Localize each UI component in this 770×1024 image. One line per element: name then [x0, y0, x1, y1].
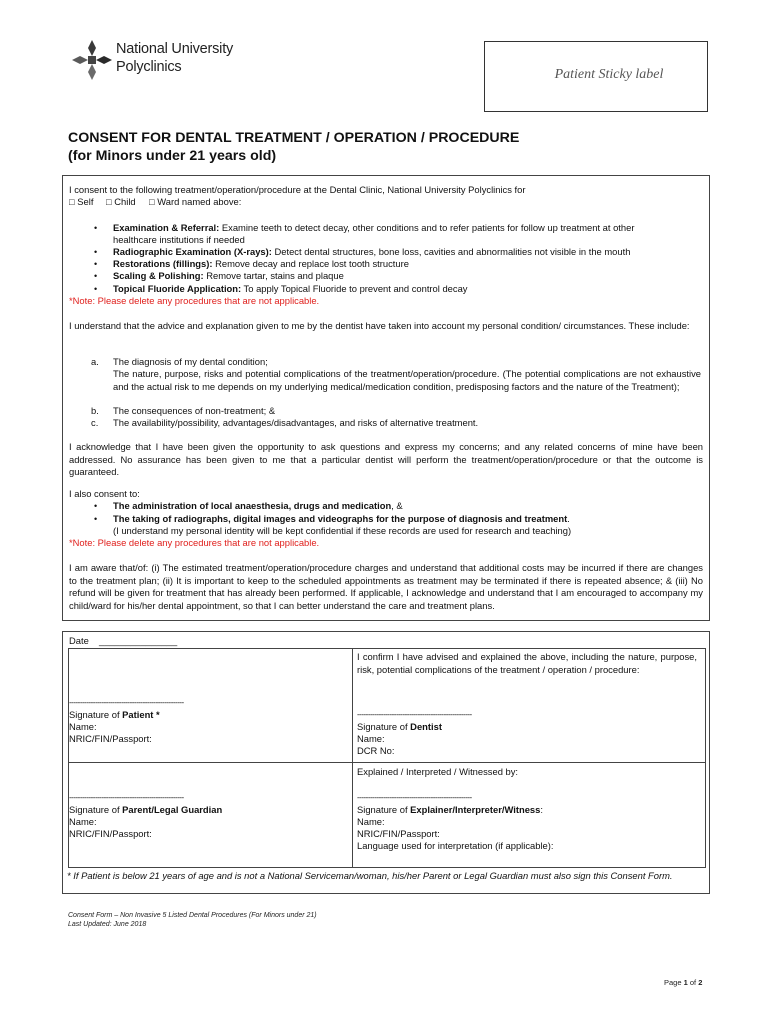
procedure-desc: Examine teeth to detect decay, other conditions and to refer patients for follow up treatment at other: [219, 222, 635, 233]
aware-paragraph: I am aware that/of: (i) The estimated treatment/operation/procedure charges and understand that additional costs may be incurred if there are changes to the treatment plan; (ii) It is important to keep to the scheduled appointments as treatment may be terminated if there is repeated absence; & (iii) No refund will be given for treatment that has already been performed. If applicable, I acknowledge and understand that I am encouraged to accompany my child/ward for his/her dental appointment, so that I can better understand the care and treatment plans.: [69, 562, 703, 611]
procedure-name: Topical Fluoride Application:: [113, 283, 242, 294]
bullet: •: [94, 247, 98, 257]
dentist-signature-label: [357, 721, 442, 734]
guardian-signature-line[interactable]: -----------------------------------------------------: [69, 793, 184, 802]
procedure-name: Radiographic Examination (X-rays):: [113, 246, 272, 257]
dentist-signature-line[interactable]: -----------------------------------------------------: [357, 710, 472, 719]
note-delete-procedures-2: *Note: Please delete any procedures that are not applicable.: [69, 537, 320, 548]
bullet: •: [94, 223, 98, 233]
sig-prefix: Signature of: [357, 804, 411, 815]
dentist-dcr-label: DCR No:: [357, 745, 395, 756]
sig-role: Patient *: [122, 709, 160, 720]
language-label: Language used for interpretation (if applicable):: [357, 840, 554, 851]
also-consent-item-1: [113, 500, 703, 513]
procedure-name: Scaling & Polishing:: [113, 270, 204, 281]
guardian-nric-label: NRIC/FIN/Passport:: [69, 828, 152, 839]
item-a-line1: The diagnosis of my dental condition;: [113, 356, 268, 367]
sig-role: Parent/Legal Guardian: [122, 804, 223, 815]
explainer-signature-cell: [352, 762, 706, 868]
consent-intro: I consent to the following treatment/operation/procedure at the Dental Clinic, National University Polyclinics for: [69, 184, 526, 195]
form-title-line1: CONSENT FOR DENTAL TREATMENT / OPERATION / PROCEDURE: [68, 130, 520, 146]
item-letter-b: b.: [91, 405, 99, 416]
dentist-confirm-text: I confirm I have advised and explained the above, including the nature, purpose, risk, potential complications of the treatment / operation / procedure:: [357, 651, 697, 675]
also-consent-heading: I also consent to:: [69, 488, 140, 499]
patient-nric-label: NRIC/FIN/Passport:: [69, 733, 152, 744]
item-letter-c: c.: [91, 417, 99, 428]
item-a-line2: The nature, purpose, risks and potential complications of the treatment/operation/procedure. (The potential complications are not exhaustive and the actual risk to me depends on my underlying medical/medication condition, predisposing factors and the nature of the Treatment);: [113, 368, 701, 392]
guardian-signature-cell: [68, 762, 353, 868]
page-prefix: Page: [664, 978, 684, 987]
item-b-text: The consequences of non-treatment; &: [113, 405, 276, 416]
procedure-desc: To apply Topical Fluoride to prevent and control decay: [241, 283, 468, 294]
consent-option-self[interactable]: □ Self: [69, 196, 94, 207]
patient-sticky-label-box: [484, 41, 708, 112]
patient-name-label: Name:: [69, 721, 97, 732]
org-name-line1: National University: [116, 41, 234, 57]
acknowledge-paragraph: I acknowledge that I have been given the opportunity to ask questions and express my concerns; and any related concerns of mine have been addressed. No assurance has been given to me that a particular dentist will perform the treatment/operation/procedure or that the outcome is guaranteed.: [69, 441, 703, 477]
logo-cross-icon: [70, 38, 114, 82]
guardian-footnote: * If Patient is below 21 years of age and is not a National Serviceman/woman, his/her Parent or Legal Guardian must also sign this Consent Form.: [67, 870, 673, 881]
guardian-name-label: Name:: [69, 816, 97, 827]
also-consent-item-2: [113, 513, 703, 526]
bullet: •: [94, 271, 98, 281]
sig-prefix: Signature of: [69, 709, 123, 720]
bullet: •: [94, 514, 98, 524]
also-consent-bold: The taking of radiographs, digital images and videographs for the purpose of diagnosis and treatment: [113, 513, 568, 524]
page-of: of: [687, 978, 699, 987]
explainer-signature-label: [357, 804, 543, 817]
procedure-item-1: [113, 222, 703, 235]
procedure-name: Examination & Referral:: [113, 222, 220, 233]
signature-section: [62, 631, 710, 894]
procedure-item-2: [113, 246, 703, 259]
org-name-line2: Polyclinics: [116, 59, 182, 75]
date-label: Date: [69, 635, 89, 646]
guardian-signature-label: [69, 804, 222, 817]
consent-option-ward[interactable]: □ Ward named above:: [149, 196, 242, 207]
dentist-name-label: Name:: [357, 733, 385, 744]
page-total: 2: [698, 978, 703, 987]
nup-logo: [70, 38, 260, 82]
consent-section: [62, 175, 710, 621]
sticky-label-text: Patient Sticky label: [554, 67, 664, 82]
sig-prefix: Signature of: [357, 721, 411, 732]
explainer-signature-line[interactable]: -----------------------------------------------------: [357, 793, 472, 802]
patient-signature-label: [69, 709, 160, 722]
page-number: [664, 978, 702, 987]
sig-role: Dentist: [410, 721, 442, 732]
also-consent-suffix: , &: [391, 500, 403, 511]
note-delete-procedures: *Note: Please delete any procedures that are not applicable.: [69, 295, 320, 306]
also-consent-suffix: .: [567, 513, 570, 524]
procedure-item-1-cont: healthcare institutions if needed: [113, 234, 245, 245]
page-current: 1: [683, 978, 688, 987]
also-consent-note: (I understand my personal identity will be kept confidential if these records are used for research and teaching): [113, 525, 572, 536]
date-field[interactable]: _______________: [99, 635, 178, 646]
item-c-text: The availability/possibility, advantages/disadvantages, and risks of alternative treatment.: [113, 417, 479, 428]
explained-by-label: Explained / Interpreted / Witnessed by:: [357, 766, 519, 777]
bullet: •: [94, 501, 98, 511]
last-updated: Last Updated: June 2018: [68, 921, 147, 928]
sig-role: Explainer/Interpreter/Witness: [410, 804, 541, 815]
procedure-item-3: [113, 258, 703, 271]
consent-option-child[interactable]: □ Child: [106, 196, 136, 207]
sig-prefix: Signature of: [69, 804, 123, 815]
patient-signature-line[interactable]: -----------------------------------------------------: [69, 698, 184, 707]
item-letter-a: a.: [91, 356, 99, 367]
dentist-signature-cell: [352, 648, 706, 763]
form-name: Consent Form – Non Invasive 5 Listed Dental Procedures (For Minors under 21): [68, 912, 317, 919]
sig-suffix: :: [540, 804, 543, 815]
procedure-desc: Remove tartar, stains and plaque: [203, 270, 344, 281]
procedure-desc: Detect dental structures, bone loss, cavities and abnormalities not visible in the mouth: [271, 246, 631, 257]
also-consent-bold: The administration of local anaesthesia, drugs and medication: [113, 500, 392, 511]
procedure-item-4: [113, 270, 703, 283]
procedure-item-5: [113, 283, 703, 296]
bullet: •: [94, 284, 98, 294]
procedure-name: Restorations (fillings):: [113, 258, 213, 269]
procedure-desc: Remove decay and replace lost tooth structure: [212, 258, 409, 269]
bullet: •: [94, 259, 98, 269]
patient-signature-cell: [68, 648, 353, 763]
form-title: [68, 129, 519, 165]
understand-paragraph: I understand that the advice and explanation given to me by the dentist have taken into account my personal condition/ circumstances. These include:: [69, 320, 690, 331]
form-title-line2: (for Minors under 21 years old): [68, 148, 277, 164]
explainer-name-label: Name:: [357, 816, 385, 827]
explainer-nric-label: NRIC/FIN/Passport:: [357, 828, 440, 839]
org-name: [116, 40, 233, 76]
